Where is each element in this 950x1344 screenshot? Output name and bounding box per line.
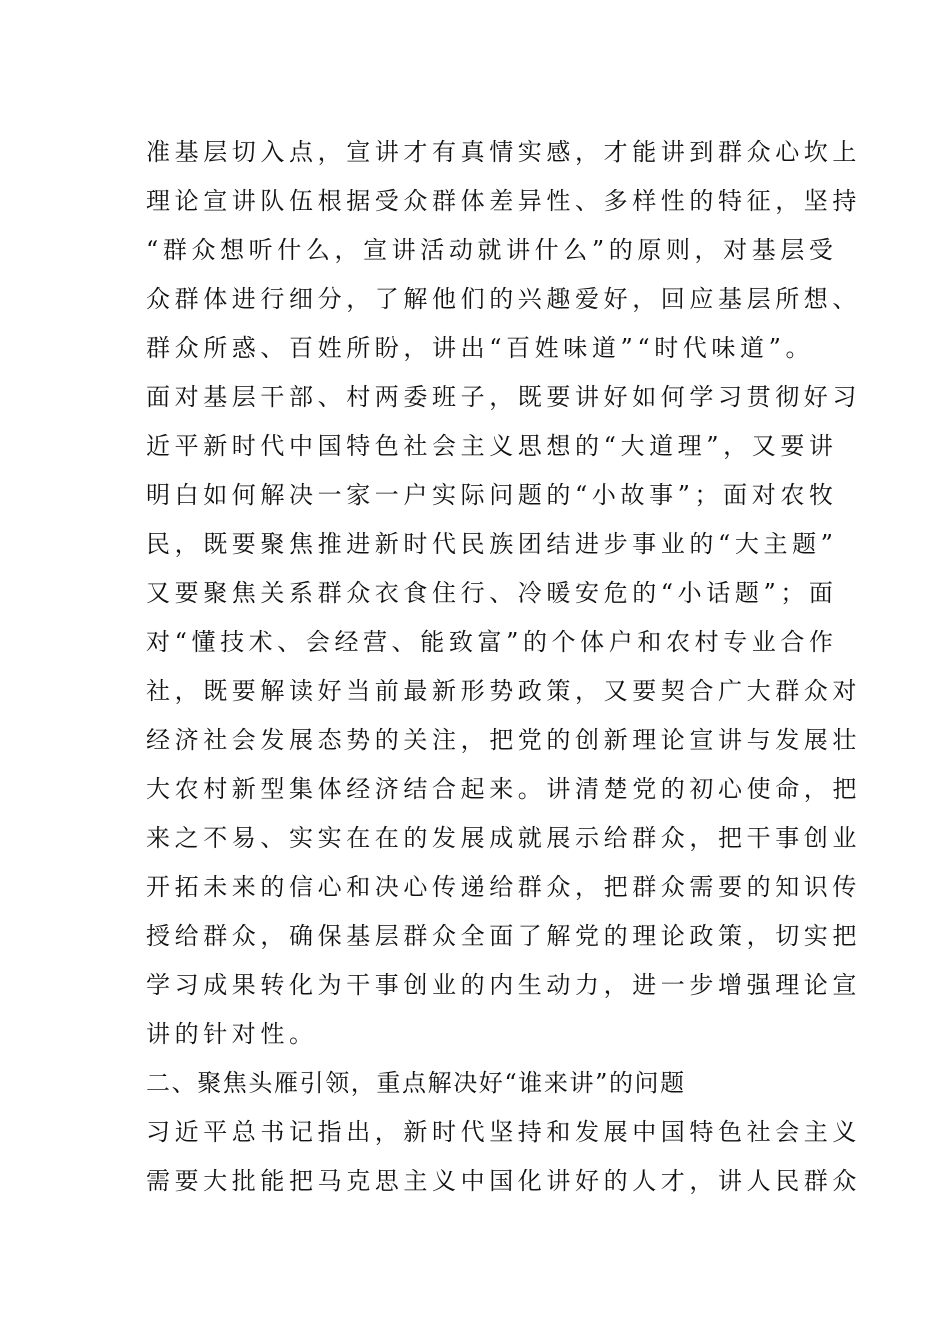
text-line-5: 群众所惑、百姓所盼，讲出“百姓味道”“时代味道”。	[146, 334, 815, 362]
text-line-2: 理论宣讲队伍根据受众群体差异性、多样性的特征，坚持	[146, 187, 861, 215]
text-line-9: 民，既要聚焦推进新时代民族团结进步事业的“大主题”	[146, 530, 838, 558]
section-heading: 二、聚焦头雁引领，重点解决好“谁来讲”的问题	[146, 1069, 686, 1097]
text-line-18: 学习成果转化为干事创业的内生动力，进一步增强理论宣	[146, 971, 861, 999]
text-line-8: 明白如何解决一家一户实际问题的“小故事”；面对农牧	[146, 481, 838, 509]
text-line-13: 经济社会发展态势的关注，把党的创新理论宣讲与发展壮	[146, 726, 861, 754]
text-line-16: 开拓未来的信心和决心传递给群众，把群众需要的知识传	[146, 873, 861, 901]
text-line-17: 授给群众，确保基层群众全面了解党的理论政策，切实把	[146, 922, 861, 950]
text-line-1: 准基层切入点，宣讲才有真情实感，才能讲到群众心坎上	[146, 138, 861, 166]
text-line-11: 对“懂技术、会经营、能致富”的个体户和农村专业合作	[146, 628, 838, 656]
text-line-19: 讲的针对性。	[146, 1020, 318, 1048]
text-line-7: 近平新时代中国特色社会主义思想的“大道理”，又要讲	[146, 432, 838, 460]
text-line-12: 社，既要解读好当前最新形势政策，又要契合广大群众对	[146, 677, 861, 705]
text-line-4: 众群体进行细分，了解他们的兴趣爱好，回应基层所想、	[146, 285, 861, 313]
text-line-21: 习近平总书记指出，新时代坚持和发展中国特色社会主义	[146, 1118, 861, 1146]
body-text	[146, 128, 861, 1206]
text-line-15: 来之不易、实实在在的发展成就展示给群众，把干事创业	[146, 824, 861, 852]
text-line-14: 大农村新型集体经济结合起来。讲清楚党的初心使命，把	[146, 775, 861, 803]
text-line-6: 面对基层干部、村两委班子，既要讲好如何学习贯彻好习	[146, 383, 861, 411]
text-line-10: 又要聚焦关系群众衣食住行、冷暖安危的“小话题”；面	[146, 579, 838, 607]
text-line-22: 需要大批能把马克思主义中国化讲好的人才，讲人民群众	[146, 1167, 861, 1195]
text-line-3: “群众想听什么，宣讲活动就讲什么”的原则，对基层受	[146, 236, 838, 264]
